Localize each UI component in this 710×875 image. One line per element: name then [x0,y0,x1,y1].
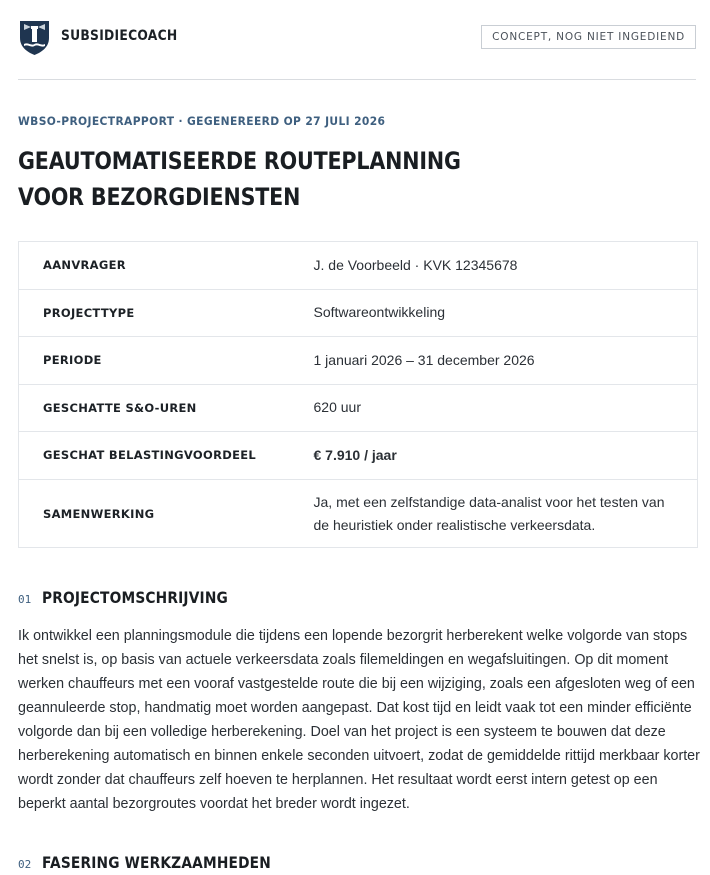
section-body-projectomschrijving: Ik ontwikkel een planningsmodule die tijdens een lopende bezorgrit herberekent welke volgorde van stops het snelst is, op basis van actuele verkeersdata zoals filemeldingen en wegafsluitingen. Op dit moment werken chauffeurs met een vooraf vastgestelde route die bij een wijziging, zoals een afgesloten weg of een geannuleerde stop, handmatig moet worden aangepast. Dat kost tijd en leidt vaak tot een minder efficiënte volgorde dan bij een volledige herberekening. Doel van het project is een systeem te bouwen dat deze herberekening automatisch en binnen enkele seconden uitvoert, zodat de gemiddelde rittijd merkbaar korter wordt zonder dat chauffeurs zelf hoeven te herplannen. Het resultaat wordt eerst intern getest op een beperkt aantal bezorgroutes voordat het breder wordt ingezet. [18,628,700,812]
section-number: 02 [18,858,32,871]
fact-value: Softwareontwikkeling [290,289,698,337]
fact-value: € 7.910 / jaar [290,432,698,480]
page-title [18,143,461,215]
fact-value: 620 uur [290,384,698,432]
status-badge: CONCEPT, NOG NIET INGEDIEND [481,25,696,49]
fact-value: Ja, met een zelfstandige data-analist voor het testen van de heuristiek onder realistische verkeersdata. [290,479,698,547]
fact-label: PERIODE [19,337,290,385]
fact-label: PROJECTTYPE [19,289,290,337]
section-title: PROJECTOMSCHRIJVING [42,588,229,607]
fact-row-uren [19,384,698,432]
section-heading-fasering [18,853,308,872]
fact-label: AANVRAGER [43,258,126,273]
section-heading-projectomschrijving [18,588,259,607]
report-eyebrow: WBSO-PROJECTRAPPORT · GEGENEREERD OP 27 JULI 2026 [18,114,386,128]
title-line-1: GEAUTOMATISEERDE ROUTEPLANNING [18,147,461,175]
fact-label: SAMENWERKING [19,479,290,547]
fact-label: GESCHATTE S&O-UREN [19,384,290,432]
fact-row-aanvrager [19,242,698,290]
brand-name[interactable]: SUBSIDIECOACH [61,28,178,44]
section-number: 01 [18,593,32,606]
fact-row-projecttype [19,289,698,337]
fact-row-periode [19,337,698,385]
project-facts-table [18,241,698,548]
section-title: FASERING WERKZAAMHEDEN [42,853,272,872]
fact-label: GESCHAT BELASTINGVOORDEEL [19,432,290,480]
fact-row-belastingvoordeel [19,432,698,480]
fact-value: 1 januari 2026 – 31 december 2026 [290,337,698,385]
title-line-2: VOOR BEZORGDIENSTEN [18,183,301,211]
top-bar [18,14,696,80]
shield-lighthouse-icon[interactable] [18,18,51,56]
fact-value: J. de Voorbeeld · KVK 12345678 [313,256,518,273]
fact-row-samenwerking [19,479,698,547]
